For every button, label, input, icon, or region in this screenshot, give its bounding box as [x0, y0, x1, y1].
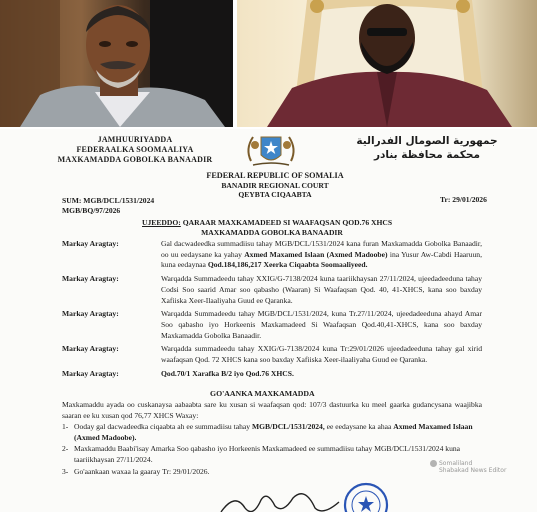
news-watermark	[430, 460, 506, 474]
consideration-label: Markay Aragtay:	[62, 309, 119, 319]
consideration-row	[62, 239, 482, 271]
decision-item-number: 1-	[62, 422, 69, 431]
mgb-reference: MGB/BQ/97/2026	[62, 206, 121, 215]
charge-articles: Qod.184,186,217 Xeerka Ciqaabta Soomaaliyeed.	[207, 260, 368, 270]
consideration-label: Markay Aragtay:	[62, 239, 119, 248]
consideration-row	[62, 274, 482, 306]
header-english-line: BANADIR REGIONAL COURT	[221, 180, 329, 190]
accused-name: Axmed Maxamed Islaan (Axmed Madoobe).	[74, 422, 473, 442]
decision-item-number: 2-	[62, 444, 69, 454]
subject-label: UJEEDDO:	[142, 218, 181, 227]
decision-item-text-part: ee eedaysane ka ahaa	[324, 422, 394, 431]
subject-title: QARAAR MAXKAMADEED SI WAAFAQSAN QOD.76 XHCS	[182, 218, 393, 227]
judge-signature	[215, 488, 345, 512]
header-somali-line: JAMHUURIYADDA	[97, 135, 173, 144]
consideration-text-part: ina Yusur Aw-Cabdi Haaruun, kuna eedaynaa	[161, 249, 482, 270]
consideration-text	[161, 369, 482, 380]
header-english	[160, 171, 390, 200]
header-english-line: QEYBTA CIQAABTA	[238, 190, 312, 199]
decision-title: GO'AANKA MAXKAMADDA	[210, 389, 315, 398]
sum-reference: SUM: MGB/DCL/1531/2024	[62, 196, 155, 205]
document-date: Tr: 29/01/2026	[440, 195, 487, 204]
photo-strip	[0, 0, 537, 127]
decision-item	[62, 422, 482, 443]
decision-item-text	[74, 422, 482, 443]
legal-articles: Qod.70/1 Xarafka B/2 iyo Qod.76 XHCS.	[161, 368, 294, 378]
consideration-row	[62, 309, 482, 341]
header-somali	[40, 135, 230, 165]
consideration-row	[62, 344, 482, 365]
decision-items	[62, 422, 482, 479]
left-portrait-photo	[0, 0, 233, 127]
decision-item	[62, 444, 482, 465]
watermark-logo-icon	[430, 460, 437, 467]
consideration-label: Markay Aragtay:	[62, 368, 119, 378]
consideration-text: Warqadda summadeedu tahay XXIG/G-7138/2024 kuna Tr:29/01/2026 ujeedadeeduna tahay gal xirid waafaqsan Qod. 72 XHCS kana soo baxday Xafiiska Xeer-ilaaliyaha Guud ee Qaranka.	[161, 344, 482, 365]
decision-item-number: 3-	[62, 466, 69, 476]
header-arabic-line: محكمة محافظة بنادر	[374, 149, 480, 161]
decision-item	[62, 467, 482, 478]
header-arabic-line: جمهورية الصومال الفدرالية	[356, 135, 498, 147]
coat-of-arms-icon	[243, 131, 299, 171]
decision-item-text: Go'aankaan waxaa la gaaray Tr: 29/01/2026.	[74, 466, 210, 476]
header-arabic	[352, 134, 502, 162]
consideration-text	[161, 239, 482, 271]
consideration-label: Markay Aragtay:	[62, 344, 119, 354]
decision-item-text-part: Ooday gal dacwadeedka ciqaabta ah ee summadiisu tahay	[74, 422, 252, 431]
consideration-row	[62, 369, 482, 380]
header-somali-line: FEDERAALKA SOOMAALIYA	[76, 145, 194, 154]
document-subject	[142, 218, 442, 238]
reference-numbers	[62, 196, 154, 216]
case-number: MGB/DCL/1531/2024,	[251, 422, 325, 431]
subject-court: MAXKAMADDA GOBOLKA BANAADIR	[201, 228, 343, 237]
consideration-text: Warqadda Summadeedu tahay XXIG/G-7138/2024 kuna taariikhaysan 27/11/2024, ujeedadeeduna tahay Codsi Soo saarid Amar soo qabasho (Waaran) Si Waafaqsan Qod. 40, 41-XHCS, kana soo baxday Xafiiska Xeer-Ilaaliyaha Guud ee Qaranka.	[161, 274, 482, 305]
accused-name: Axmed Maxamed Islaan (Axmed Madoobe)	[244, 249, 388, 259]
watermark-line: Shabakad News Editor	[439, 467, 507, 474]
left-portrait-illustration	[0, 0, 233, 127]
watermark-line: Somaliland	[439, 460, 473, 467]
consideration-text-part: Gal dacwadeedka summadiisu tahay MGB/DCL/1531/2024 kana furan Maxkamadda Gobolka Banaadir, oo uu eedaysane ka yahay	[161, 239, 482, 259]
right-portrait-photo	[237, 0, 537, 127]
decision-intro: Maxkamaddu ayada oo cuskanaysa aabaabta sare ku xusan si waafaqsan qod: 107/3 dastuurka ku meel gaarka gudancysana waajibka saaran ee ku xusan qod 76,77 XHCS Waxay:	[62, 400, 482, 420]
header-english-line: FEDERAL REPUBLIC OF SOMALIA	[206, 171, 344, 180]
considerations-list	[62, 239, 482, 379]
decision-item-text: Maxkamaddu Baabi'isay Amarka Soo qabasho iyo Horkeenis Maxkamadeed ee summadiisu tahay MGB/DCL/1531/2024 kuna taariikhaysan 27/11/2024.	[74, 444, 461, 465]
consideration-label: Markay Aragtay:	[62, 274, 119, 284]
right-portrait-illustration	[237, 0, 537, 127]
court-seal-stamp	[343, 482, 389, 512]
header-somali-line: MAXKAMADDA GOBOLKA BANAADIR	[57, 155, 213, 164]
consideration-text: Warqadda Summadeedu tahay MGB/DCL/1531/2024, kuna Tr.27/11/2024, ujeedadeeduna ahayd Amar Soo qabasho iyo Horkeenis Maxkamadeed Si Waafaqsan Qod.40,41-XHCS, kana soo baxday Maxkamadda Gobolka Banaadir.	[161, 309, 482, 340]
